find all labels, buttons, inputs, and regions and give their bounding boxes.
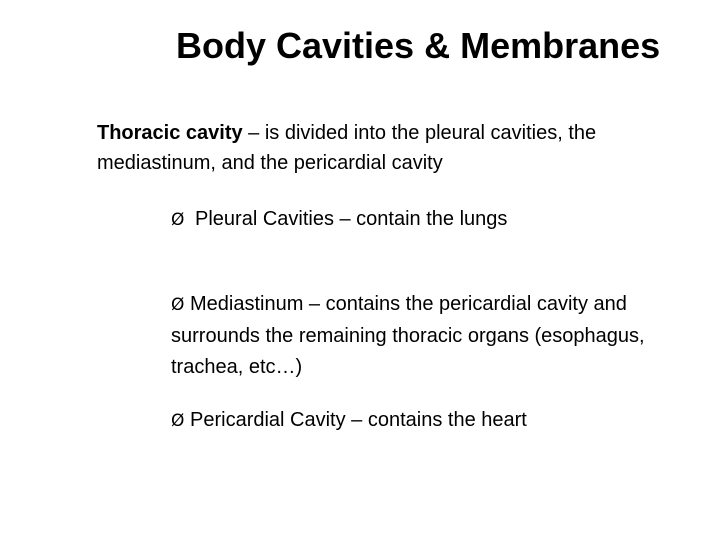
- intro-paragraph: [97, 118, 712, 178]
- bullet-pericardial-cavity: [171, 405, 691, 437]
- slide-title: Body Cavities & Membranes: [176, 25, 661, 66]
- bullet-mediastinum: [171, 289, 691, 383]
- bullet-text: Mediastinum – contains the pericardial cavity and surrounds the remaining thoracic organs (esophagus, trachea, etc…): [171, 293, 645, 378]
- bullet-pleural-cavities: [171, 204, 691, 236]
- bullet-text: Pleural Cavities – contain the lungs: [195, 208, 508, 230]
- bullet-text: Pericardial Cavity – contains the heart: [190, 409, 527, 431]
- arrow-bullet-icon: Ø: [171, 411, 185, 431]
- intro-term: Thoracic cavity: [97, 122, 243, 144]
- intro-text: – is divided into the pleural cavities, the mediastinum, and the pericardial cavity: [97, 122, 597, 174]
- arrow-bullet-icon: Ø: [171, 210, 185, 230]
- arrow-bullet-icon: Ø: [171, 295, 185, 315]
